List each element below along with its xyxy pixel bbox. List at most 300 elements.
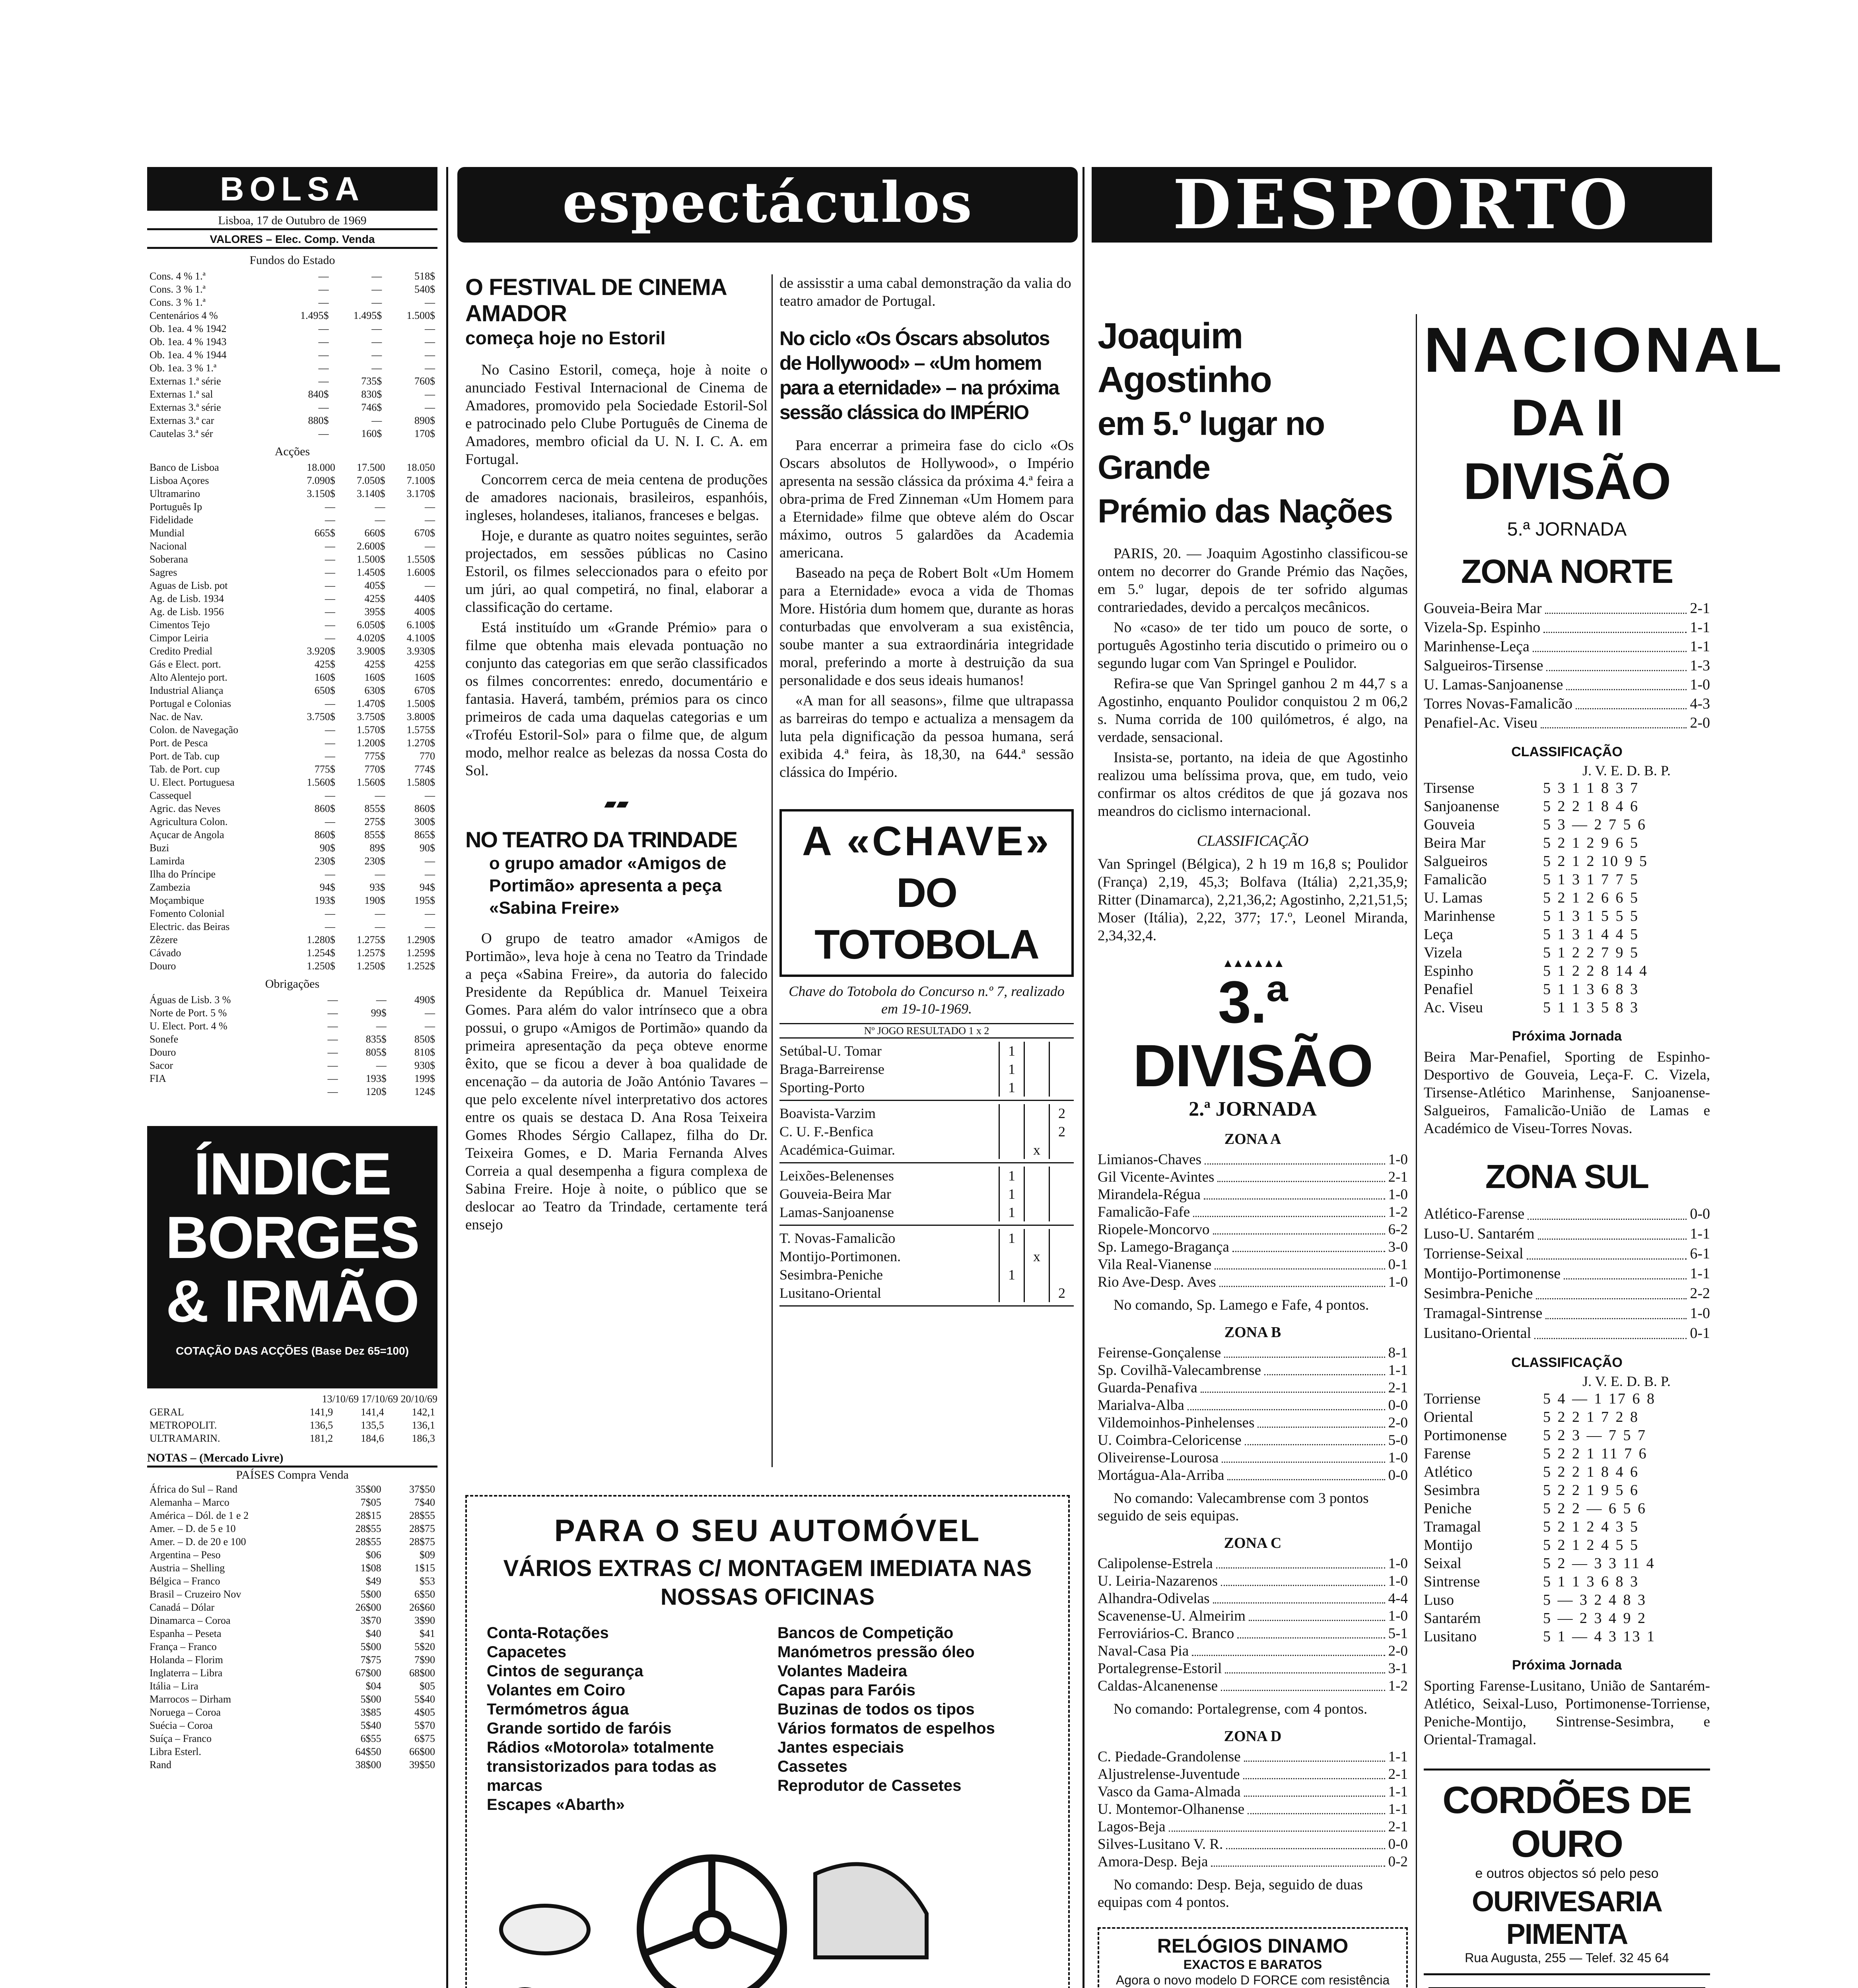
row-value: —: [425, 1007, 435, 1019]
row-value: —: [318, 270, 329, 282]
table-row: [147, 1432, 437, 1445]
row-label: Sacor: [150, 1060, 173, 1071]
team-name: Luso: [1424, 1592, 1454, 1608]
totobola-row: [779, 1078, 1074, 1097]
table-row: [147, 776, 437, 789]
row-value: —: [325, 619, 335, 631]
column-rule: [446, 167, 448, 1988]
row-value: 3.930$: [406, 645, 435, 657]
class-row: [1424, 998, 1710, 1017]
totobola-row: [779, 1203, 1074, 1221]
row-label: Dinamarca – Coroa: [150, 1615, 231, 1626]
row-value: —: [318, 402, 329, 413]
dot-leader: [1221, 1690, 1385, 1691]
team-stats: 5 1 2 2 7 9 5: [1543, 944, 1639, 961]
paragraph: No «caso» de ter tido um pouco de sorte, o português Agostinho teria discutido o primeiro ou o segundo lugar com Van Springel e Poulidor.: [1098, 619, 1408, 672]
match-name: Famalicão-Fafe: [1098, 1204, 1190, 1220]
team-stats: 5 2 1 2 4 3 5: [1543, 1518, 1639, 1535]
auto-ad-list-right: [777, 1623, 1048, 1814]
row-value: $04: [365, 1680, 381, 1692]
match-name: Guarda-Penafiva: [1098, 1380, 1197, 1396]
sul-class-title: CLASSIFICAÇÃO: [1511, 1355, 1623, 1370]
sul-class-header: J. V. E. D. B. P.: [1582, 1373, 1671, 1389]
row-value: $53: [420, 1575, 435, 1587]
match-score: 1-1: [1690, 1265, 1710, 1282]
row-value: 1.254$: [307, 947, 335, 959]
class-row: [1424, 1408, 1710, 1426]
row-value: 440$: [414, 593, 435, 604]
row-value: —: [425, 297, 435, 308]
row-label: Sagres: [150, 567, 177, 578]
row-value: 650$: [314, 685, 335, 696]
match-name: Mirandela-Régua: [1098, 1186, 1201, 1203]
ad-item: Buzinas de todos os tipos: [777, 1701, 975, 1718]
totobola-mark: 2: [1049, 1122, 1074, 1141]
nacional-jornada: 5.ª JORNADA: [1507, 519, 1627, 540]
class-row: [1424, 1463, 1710, 1481]
row-label: Ob. 1ea. 3 % 1.ª: [150, 362, 217, 374]
row-value: 6$50: [414, 1588, 435, 1600]
row-value: 5$00: [360, 1693, 381, 1705]
table-row: [147, 1706, 437, 1719]
row-label: Externas 3.ª car: [150, 415, 214, 426]
row-value: 1.550$: [406, 553, 435, 565]
result-row: [1098, 1853, 1408, 1871]
auto-ad-title: PARA O SEU AUTOMÓVEL: [554, 1513, 981, 1548]
paragraph: Para encerrar a primeira fase do ciclo «Os Oscars absolutos de Hollywood», o Império apresenta na sessão clássica da próxima 4.ª feira a obra-prima de Fred Zinneman «Um Homem para a Eternidade» filme que obteve além do Oscar máximo, outros 5 galardões da Academia americana.: [779, 437, 1074, 561]
indice-line3: & IRMÃO: [166, 1268, 419, 1334]
class-row: [1424, 797, 1710, 815]
table-row: [147, 375, 437, 388]
team-stats: 5 1 3 1 7 7 5: [1543, 871, 1639, 888]
match-score: 0-0: [1388, 1836, 1408, 1852]
row-label: Externas 1.ª série: [150, 375, 221, 387]
team-name: Santarém: [1424, 1610, 1481, 1627]
class-row: [1424, 925, 1710, 944]
table-row: [147, 335, 437, 348]
row-value: $49: [365, 1575, 381, 1587]
dot-leader: [1169, 1831, 1385, 1832]
row-value: 195$: [414, 895, 435, 906]
totobola-mark: [1049, 1247, 1074, 1266]
row-value: —: [325, 868, 335, 880]
result-row: [1098, 1642, 1408, 1660]
zona-title: ZONA A: [1224, 1131, 1281, 1147]
row-value: 38$00: [355, 1759, 381, 1771]
dot-leader: [1257, 1427, 1385, 1428]
row-value: 193$: [314, 895, 335, 906]
result-row: [1424, 1323, 1710, 1343]
match-score: 3-0: [1388, 1239, 1408, 1255]
dot-leader: [1211, 1866, 1385, 1867]
ad-item: Grande sortido de faróis: [487, 1720, 672, 1737]
row-value: 400$: [414, 606, 435, 617]
team-stats: 5 2 1 2 4 5 5: [1543, 1537, 1639, 1553]
row-value: 181,2: [309, 1433, 333, 1444]
table-row: [147, 697, 437, 710]
row-label: Port. de Pesca: [150, 737, 208, 749]
result-row: [1424, 618, 1710, 637]
row-value: 775$: [364, 750, 385, 762]
totobola-caption: Chave do Totobola do Concurso n.º 7, realizado em 19-10-1969.: [789, 983, 1065, 1017]
row-value: 18.050: [406, 462, 435, 473]
row-label: Canadá – Dólar: [150, 1602, 215, 1613]
match-score: 2-0: [1388, 1643, 1408, 1659]
match-score: 1-2: [1388, 1678, 1408, 1694]
team-stats: 5 2 1 2 6 6 5: [1543, 889, 1639, 906]
totobola-mark: [1049, 1203, 1074, 1221]
row-value: 1.252$: [406, 960, 435, 972]
team-stats: 5 2 2 1 8 4 6: [1543, 798, 1639, 815]
dot-leader: [1564, 1278, 1687, 1279]
trindade-body: [465, 930, 768, 1234]
match-name: Tramagal-Sintrense: [1424, 1305, 1543, 1322]
norte-prox: Beira Mar-Penafiel, Sporting de Espinho-Desportivo de Gouveia, Leça-F. C. Vizela, Tirsense-Atlético Marinhense, Sanjoanense-Salgueiros, Famalicão-União de Lamas e Académico de Viseu-Torres Novas.: [1424, 1049, 1710, 1137]
table-row: [147, 283, 437, 296]
row-value: 28$75: [409, 1536, 435, 1547]
result-row: [1098, 1239, 1408, 1256]
paragraph: Hoje, e durante as quatro noites seguintes, serão projectados, em sessões públicas no Casino Estoril, os filmes seleccionados para o efeito por um júri, ao qual competirá, no final, elaborar a classificação do certame.: [465, 528, 768, 615]
indice-line2: BORGES: [165, 1204, 420, 1271]
row-value: —: [425, 501, 435, 513]
match-name: U. Lamas-Sanjoanense: [1424, 676, 1563, 693]
norte-class-title: CLASSIFICAÇÃO: [1511, 744, 1623, 759]
row-label: Banco de Lisboa: [150, 462, 219, 473]
totobola-match: Leixões-Belenenses: [779, 1168, 894, 1184]
dot-leader: [1216, 1567, 1385, 1569]
match-score: 2-1: [1388, 1380, 1408, 1396]
row-value: —: [327, 1046, 338, 1058]
table-row: [147, 500, 437, 513]
accoes-table: [147, 461, 437, 973]
match-name: Gil Vicente-Avintes: [1098, 1169, 1215, 1185]
team-name: Gouveia: [1424, 816, 1475, 833]
totobola-mark: [1024, 1104, 1049, 1122]
zona-norte-title: ZONA NORTE: [1461, 553, 1673, 590]
row-value: 124$: [414, 1086, 435, 1097]
row-value: —: [376, 1020, 387, 1032]
row-value: —: [327, 994, 338, 1006]
result-row: [1098, 1748, 1408, 1766]
dot-leader: [1237, 1637, 1385, 1639]
dot-leader: [1205, 1163, 1385, 1165]
row-label: Lamirda: [150, 855, 185, 867]
row-label: América – Dól. de 1 e 2: [150, 1510, 249, 1521]
table-row: [147, 1745, 437, 1758]
row-value: 1.500$: [406, 310, 435, 321]
match-score: 1-0: [1690, 676, 1710, 693]
row-value: —: [371, 362, 382, 374]
team-stats: 5 2 1 2 9 6 5: [1543, 835, 1639, 851]
zona-title: ZONA D: [1224, 1728, 1282, 1745]
match-name: Torriense-Seixal: [1424, 1245, 1524, 1262]
row-label: Alto Alentejo port.: [150, 672, 227, 683]
row-label: Amer. – D. de 5 e 10: [150, 1523, 236, 1534]
row-label: Noruega – Coroa: [150, 1706, 221, 1718]
team-name: Tramagal: [1424, 1518, 1481, 1535]
row-label: Cimentos Tejo: [150, 619, 210, 631]
totobola-box: [779, 809, 1074, 1307]
zona-results: [1098, 1151, 1408, 1291]
column-rule: [772, 274, 773, 1467]
row-label: FIA: [150, 1073, 166, 1084]
row-value: 1.250$: [307, 960, 335, 972]
row-value: 775$: [314, 763, 335, 775]
row-label: Suécia – Coroa: [150, 1720, 213, 1731]
match-name: Sp. Covilhã-Valecambrense: [1098, 1362, 1261, 1378]
row-value: —: [425, 323, 435, 334]
result-row: [1424, 599, 1710, 618]
row-value: 5$00: [360, 1641, 381, 1652]
totobola-mark: [1024, 1185, 1049, 1203]
row-label: Holanda – Florim: [150, 1654, 223, 1666]
table-row: [147, 1046, 437, 1059]
result-row: [1098, 1836, 1408, 1853]
separator-icon: ▰▰: [604, 794, 629, 812]
ad-item: Jantes especiais: [777, 1739, 904, 1756]
result-row: [1098, 1766, 1408, 1783]
row-value: 67$00: [355, 1667, 381, 1679]
paragraph: O grupo de teatro amador «Amigos de Portimão», leva hoje à cena no Teatro da Trindade a peça «Sabina Freire», da autoria do falecido Presidente da República dr. Manuel Teixeira Gomes. Para além do valor intrínseco que a obra possui, o grupo «Amigos de Portimão» quando da primeira apresentação da peça obteve enorme êxito, que se ficou a dever à boa qualidade de encenação – da autoria de João António Tavares – que pelo excelente nível interpretativo dos actores entre os quais se destaca D. Ana Rosa Teixeira Gomes Rhodes Sérgio Callapez, filha do Dr. Teixeira Gomes, e D. Maria Fernanda Alves Correia a qual desempenha a figura complexa de Sabina Freire. Hoje à noite, o público que se deslocar ao Teatro da Trindade, certamente terá ensejo: [465, 930, 768, 1233]
dot-leader: [1545, 613, 1687, 614]
row-label: Douro: [150, 960, 176, 972]
match-name: Feirense-Gonçalense: [1098, 1345, 1221, 1361]
class-row: [1424, 1444, 1710, 1463]
row-value: —: [325, 737, 335, 749]
team-name: Vizela: [1424, 944, 1462, 961]
table-row: [147, 1614, 437, 1627]
team-name: Salgueiros: [1424, 853, 1488, 870]
row-value: —: [425, 388, 435, 400]
row-value: 193$: [365, 1073, 387, 1084]
row-value: 770$: [364, 763, 385, 775]
row-value: —: [425, 362, 435, 374]
row-value: —: [375, 501, 385, 513]
table-row: [147, 592, 437, 605]
totobola-title2: DO TOTOBOLA: [814, 870, 1039, 968]
row-label: Ultramarino: [150, 488, 200, 499]
row-value: 425$: [364, 658, 385, 670]
zona-note: No comando: Valecambrense com 3 pontos seguido de seis equipas.: [1098, 1490, 1369, 1524]
totobola-row: [779, 1122, 1074, 1141]
row-value: 3.900$: [356, 645, 385, 657]
row-value: $41: [420, 1628, 435, 1639]
dot-leader: [1576, 708, 1687, 709]
row-value: 1.500$: [356, 553, 385, 565]
result-row: [1098, 1414, 1408, 1432]
row-value: —: [325, 501, 335, 513]
row-value: 805$: [365, 1046, 387, 1058]
table-row: [147, 1719, 437, 1732]
separator-icon: ▲▲▲▲▲▲: [1222, 957, 1284, 970]
row-value: 660$: [364, 527, 385, 539]
table-row: [147, 1732, 437, 1745]
totobola-row: [779, 1042, 1074, 1060]
team-name: Torriense: [1424, 1390, 1481, 1407]
match-name: Vila Real-Vianense: [1098, 1256, 1212, 1273]
bolsa-masthead: [147, 167, 437, 211]
match-score: 1-3: [1690, 657, 1710, 674]
row-value: 7$05: [360, 1497, 381, 1508]
class-row: [1424, 1390, 1710, 1408]
team-name: Marinhense: [1424, 908, 1495, 924]
desporto-masthead: [1092, 167, 1712, 243]
dot-leader: [1244, 1796, 1385, 1797]
zona-title: ZONA C: [1224, 1535, 1282, 1551]
row-value: 3.140$: [356, 488, 385, 499]
table-row: [147, 933, 437, 946]
result-row: [1098, 1151, 1408, 1169]
team-name: Montijo: [1424, 1537, 1473, 1553]
desporto-col-a: [1098, 314, 1408, 1988]
table-row: [147, 401, 437, 414]
row-value: 26$60: [409, 1602, 435, 1613]
row-value: 3$85: [360, 1706, 381, 1718]
class-row: [1424, 870, 1710, 889]
steering-wheel-icon: [640, 1858, 783, 1988]
team-stats: 5 — 2 3 4 9 2: [1543, 1610, 1647, 1627]
match-name: U. Montemor-Olhanense: [1098, 1801, 1245, 1817]
dot-leader: [1204, 1198, 1385, 1200]
row-label: Centenários 4 %: [150, 310, 218, 321]
result-row: [1098, 1186, 1408, 1204]
zona-note: No comando: Desp. Beja, seguido de duas equipas com 4 pontos.: [1098, 1877, 1363, 1910]
result-row: [1098, 1677, 1408, 1695]
row-label: Austria – Shelling: [150, 1562, 225, 1574]
column-rule: [1416, 314, 1417, 1988]
auto-ad-list-left: [487, 1623, 758, 1814]
row-value: 136,1: [412, 1419, 435, 1431]
row-value: 1.275$: [356, 934, 385, 945]
imperio-body: [779, 437, 1074, 781]
team-stats: 5 — 3 2 4 8 3: [1543, 1592, 1647, 1608]
row-label: Libra Esterl.: [150, 1746, 201, 1757]
totobola-group: [779, 1039, 1074, 1101]
row-value: 5$40: [360, 1720, 381, 1731]
result-row: [1098, 1432, 1408, 1449]
totobola-mark: [1024, 1078, 1049, 1097]
row-value: 860$: [414, 803, 435, 814]
row-value: $05: [420, 1680, 435, 1692]
row-value: 1.495$: [353, 310, 382, 321]
row-value: 6$75: [414, 1733, 435, 1744]
row-value: 830$: [361, 388, 382, 400]
totobola-mark: [1024, 1060, 1049, 1078]
row-value: 4.100$: [406, 632, 435, 644]
row-label: Agric. das Neves: [150, 803, 221, 814]
espectaculos-col-b: [779, 274, 1074, 1307]
row-value: 4.020$: [356, 632, 385, 644]
totobola-mark: 2: [1049, 1104, 1074, 1122]
table-row: [147, 1406, 437, 1419]
totobola-row: [779, 1104, 1074, 1122]
totobola-group: [779, 1163, 1074, 1226]
notas-title: NOTAS – (Mercado Livre): [147, 1450, 437, 1468]
row-value: —: [327, 1007, 338, 1019]
row-value: 855$: [364, 803, 385, 814]
fundos-title: Fundos do Estado: [249, 254, 335, 267]
bolsa-header: VALORES – Elec. Comp. Venda: [147, 232, 437, 249]
match-name: Lagos-Beja: [1098, 1819, 1166, 1835]
notas-table: [147, 1483, 437, 1771]
result-row: [1098, 1379, 1408, 1397]
team-stats: 5 4 — 1 17 6 8: [1543, 1390, 1656, 1407]
row-value: 5$20: [414, 1641, 435, 1652]
totobola-match: Boavista-Varzim: [779, 1105, 876, 1121]
row-label: Brasil – Cruzeiro Nov: [150, 1588, 241, 1600]
totobola-row: [779, 1167, 1074, 1185]
team-name: Espinho: [1424, 963, 1473, 979]
dot-leader: [1541, 727, 1687, 728]
row-label: Electric. das Beiras: [150, 921, 230, 932]
table-row: [147, 526, 437, 540]
row-value: 93$: [369, 881, 385, 893]
norte-class-table: [1424, 779, 1710, 1017]
row-label: Fomento Colonial: [150, 908, 225, 919]
row-label: ULTRAMARIN.: [150, 1433, 220, 1444]
imperio-headline: No ciclo «Os Óscars absolutos de Hollywood» – «Um homem para a eternidade» – na próxima sessão clássica do IMPÉRIO: [779, 327, 1059, 423]
match-score: 1-0: [1388, 1608, 1408, 1624]
match-score: 5-0: [1388, 1432, 1408, 1448]
table-row: [147, 1483, 437, 1496]
obrig-table: [147, 993, 437, 1098]
match-score: 1-0: [1388, 1274, 1408, 1290]
row-value: —: [325, 724, 335, 736]
result-row: [1098, 1204, 1408, 1221]
row-value: —: [325, 921, 335, 932]
row-label: Port. de Tab. cup: [150, 750, 220, 762]
row-value: —: [371, 323, 382, 334]
row-value: 865$: [414, 829, 435, 841]
norte-prox-title: Próxima Jornada: [1512, 1029, 1622, 1044]
totobola-mark: 2: [1049, 1284, 1074, 1302]
team-stats: 5 2 2 1 11 7 6: [1543, 1445, 1648, 1462]
row-label: Soberana: [150, 553, 188, 565]
table-row: [147, 618, 437, 631]
row-value: 840$: [308, 388, 329, 400]
table-row: [147, 1679, 437, 1693]
row-value: 90$: [420, 842, 435, 854]
trindade-headline: NO TEATRO DA TRINDADE: [465, 827, 737, 852]
table-row: [147, 1535, 437, 1548]
row-value: 6$55: [360, 1733, 381, 1744]
dot-leader: [1219, 1286, 1385, 1287]
result-row: [1098, 1362, 1408, 1379]
totobola-mark: [999, 1104, 1024, 1122]
row-label: U. Elect. Port. 4 %: [150, 1020, 227, 1032]
class-row: [1424, 1609, 1710, 1627]
match-name: Portalegrense-Estoril: [1098, 1660, 1222, 1677]
row-value: —: [325, 593, 335, 604]
totobola-match: C. U. F.-Benfica: [779, 1124, 874, 1140]
table-row: [147, 1588, 437, 1601]
row-value: 184,6: [361, 1433, 384, 1444]
row-value: 850$: [414, 1033, 435, 1045]
row-value: —: [325, 553, 335, 565]
team-name: Portimonense: [1424, 1427, 1507, 1444]
row-value: 855$: [364, 829, 385, 841]
row-value: —: [325, 632, 335, 644]
row-value: —: [425, 908, 435, 919]
totobola-mark: [1049, 1167, 1074, 1185]
team-name: Lusitano: [1424, 1628, 1477, 1645]
totobola-mark: [1024, 1266, 1049, 1284]
totobola-mark: x: [1024, 1141, 1049, 1159]
match-score: 1-1: [1690, 619, 1710, 636]
result-row: [1424, 713, 1710, 732]
result-row: [1098, 1783, 1408, 1801]
totobola-match: Setúbal-U. Tomar: [779, 1043, 882, 1059]
